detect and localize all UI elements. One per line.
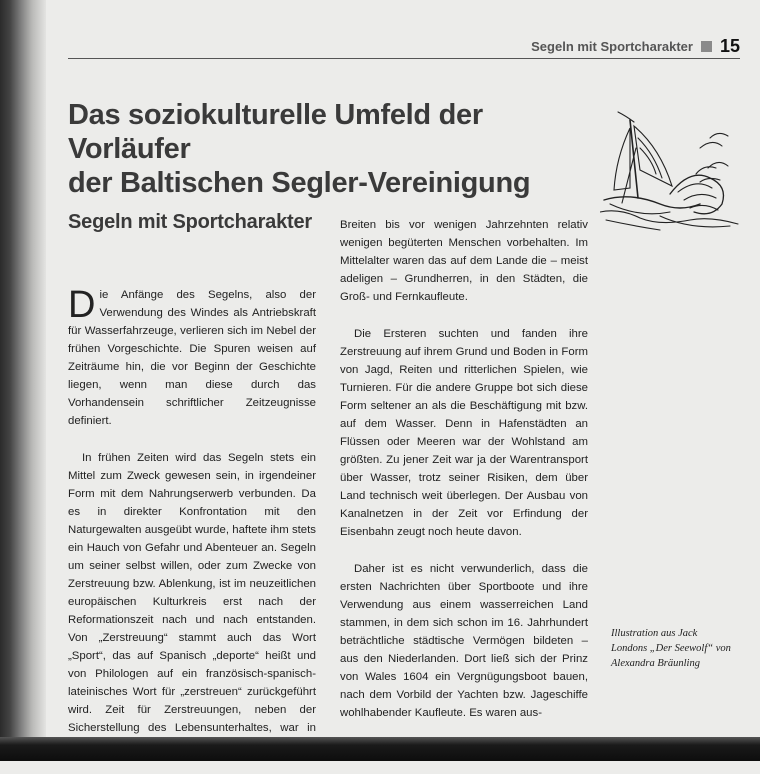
sailboat-storm-illustration	[600, 108, 740, 233]
text-column-left	[68, 286, 316, 774]
chapter-title-line-1: Das soziokulturelle Umfeld der Vorläufer	[68, 99, 483, 165]
caption-line: Londons „Der Seewolf“ von	[611, 643, 731, 654]
paragraph: Die Ersteren suchten und fanden ihre Zerstreuung auf ihrem Grund und Boden in Form von Jagd, Reiten und ritterlichen Spielen, wie Turnieren. Für die andere Gruppe bot sich diese Form seltener an als die Beschäftigung mit bzw. auf dem Wasser. Denn in Hafenstädten an Flüssen oder Meeren war der Wohlstand am größten. Zu jener Zeit war ja der Warentransport über Wasser, trotz seiner Risiken, dem über Land technisch weit überlegen. Der Ausbau von Kanalnetzen in der Zeit vor Erfindung der Eisenbahn zeugt noch heute davon.	[340, 328, 588, 538]
chapter-title	[68, 98, 588, 200]
drop-cap: D	[68, 284, 96, 326]
illustration-caption	[611, 626, 746, 671]
running-header	[68, 34, 740, 59]
header-square-ornament	[701, 41, 712, 52]
book-gutter-shadow	[0, 0, 46, 761]
running-title: Segeln mit Sportcharakter	[531, 38, 693, 54]
caption-line: Illustration aus Jack	[611, 628, 698, 639]
page-bottom-shadow	[0, 737, 760, 761]
caption-line: Alexandra Bräunling	[611, 658, 700, 669]
paragraph: Daher ist es nicht verwunderlich, dass die ersten Nachrichten über Sportboote und ihre Verwendung aus einem wasserreichen Land stammen, in dem sich schon im 16. Jahrhundert beträchtliche städtische Vermögen bildeten – aus den Niederlanden. Dort ließ sich der Prinz von Wales 1604 ein Vergnügungsboot bauen, nach dem Vorbild der Yachten bzw. Jageschiffe wohlhabender Kaufleute. Es waren aus-	[340, 563, 588, 719]
page-number: 15	[719, 35, 740, 56]
paragraph-text: ie Anfänge des Segelns, also der Verwendung des Windes als Antriebskraft für Wasserfahrzeuge, verlieren sich im Nebel der frühen Vorgeschichte. Die Spuren weisen auf Zeiträume hin, die vor Beginn der Geschichte liegen, wenn man diese durch das Vorhandensein schriftlicher Zeitzeugnisse definiert.	[68, 289, 316, 427]
paragraph: Breiten bis vor wenigen Jahrzehnten relativ wenigen begüterten Menschen vorbehalten. Im Mittelalter waren das auf dem Lande die – meist adeligen – Grundherren, in den Städten, die Groß- und Fernkaufleute.	[340, 219, 588, 303]
text-column-right	[340, 216, 588, 741]
paragraph: In frühen Zeiten wird das Segeln stets ein Mittel zum Zweck gewesen sein, in irgendeiner Form mit dem Nahrungserwerb verbunden. Da es in direkter Konfrontation mit den Naturgewalten ausgeübt wurde, haftete ihm stets ein Hauch von Gefahr und Abenteuer an. Segeln um seiner selbst willen, oder zum Zwecke von Zerstreuung bzw. Ablenkung, ist im neuzeitlichen europäischen Kulturkreis erst nach der Reformationszeit nach und nach entstanden. Von „Zerstreuung“ stammt auch das Wort „Sport“, das auf Spanisch „deporte“ heißt und von Philologen auf ein französisch-spanisch-lateinisches Wort für „zerstreuen“ zurückgeführt wird. Zeit für Zerstreuungen, neben der Sicherstellung des Lebensunterhaltes, war in	[68, 452, 316, 734]
section-heading: Segeln mit Sportcharakter	[68, 211, 312, 233]
chapter-title-line-2: der Baltischen Segler-Vereinigung	[68, 167, 531, 199]
paragraph	[68, 286, 316, 430]
